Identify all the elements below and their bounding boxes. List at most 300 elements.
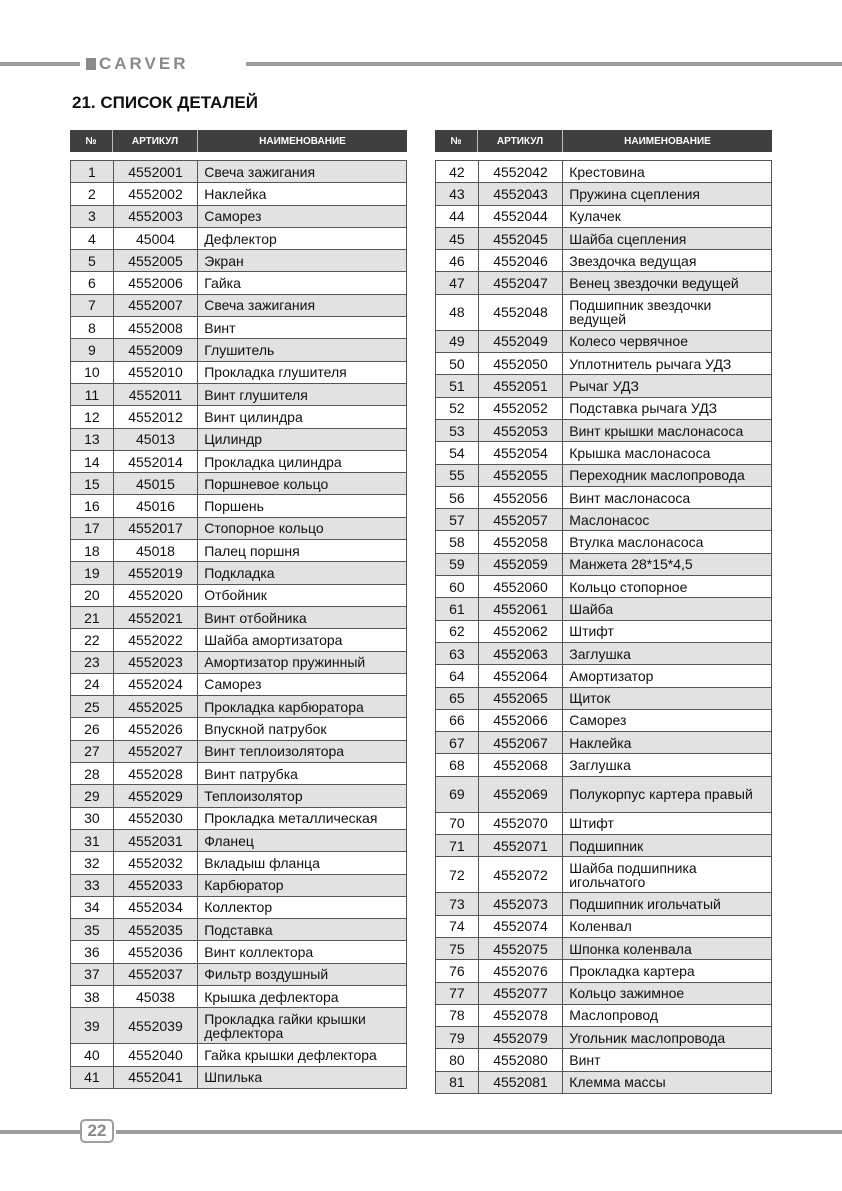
- cell-num: 5: [71, 250, 114, 271]
- cell-article: 4552073: [479, 893, 563, 914]
- cell-article: 4552058: [479, 531, 563, 552]
- cell-num: 47: [436, 272, 479, 293]
- cell-article: 4552012: [114, 406, 198, 427]
- cell-name: Шайба подшипника игольчатого: [569, 859, 697, 890]
- cell-num: 19: [71, 562, 114, 583]
- cell-num: 69: [436, 777, 479, 812]
- table-row: [436, 813, 771, 835]
- cell-name: Штифт: [569, 815, 614, 832]
- cell-num: 34: [71, 897, 114, 918]
- table-body: [435, 160, 772, 1094]
- table-row: [71, 629, 406, 651]
- cell-name: Полукорпус картера правый: [569, 786, 753, 803]
- cell-num: 3: [71, 206, 114, 227]
- cell-num: 81: [436, 1072, 479, 1093]
- table-row: [436, 375, 771, 397]
- cell-num: 29: [71, 785, 114, 806]
- cell-num: 20: [71, 585, 114, 606]
- cell-name: Амортизатор пружинный: [204, 654, 366, 671]
- cell-num: 44: [436, 206, 479, 227]
- cell-num: 63: [436, 643, 479, 664]
- cell-name: Подшипник звездочки ведущей: [569, 297, 712, 328]
- parts-table-right: [435, 130, 772, 1094]
- table-row: [71, 674, 406, 696]
- cell-article: 4552003: [114, 206, 198, 227]
- cell-num: 54: [436, 442, 479, 463]
- cell-num: 18: [71, 540, 114, 561]
- cell-article: 4552062: [479, 621, 563, 642]
- cell-name: Прокладка карбюратора: [204, 698, 364, 715]
- table-row: [71, 384, 406, 406]
- table-row: [436, 398, 771, 420]
- table-row: [436, 161, 771, 183]
- cell-article: 4552046: [479, 250, 563, 271]
- table-row: [436, 938, 771, 960]
- cell-article: 4552043: [479, 183, 563, 204]
- table-row: [436, 509, 771, 531]
- cell-name: Шайба амортизатора: [204, 631, 343, 648]
- cell-name: Щиток: [569, 690, 611, 707]
- cell-article: 4552022: [114, 629, 198, 650]
- cell-num: 4: [71, 228, 114, 249]
- table-row: [71, 295, 406, 317]
- cell-article: 4552017: [114, 518, 198, 539]
- table-row: [71, 696, 406, 718]
- cell-name: Винт маслонасоса: [569, 489, 691, 506]
- cell-name: Дефлектор: [204, 230, 277, 247]
- cell-article: 4552045: [479, 228, 563, 249]
- cell-article: 4552065: [479, 688, 563, 709]
- table-row: [436, 228, 771, 250]
- cell-name: Поршень: [204, 498, 264, 515]
- cell-name: Подставка: [204, 921, 273, 938]
- table-row: [436, 331, 771, 353]
- cell-name: Прокладка гайки крышки дефлектора: [204, 1010, 366, 1041]
- cell-article: 4552001: [114, 161, 198, 182]
- cell-name: Маслопровод: [569, 1007, 659, 1024]
- cell-name: Подшипник: [569, 837, 644, 854]
- table-row: [436, 621, 771, 643]
- cell-num: 38: [71, 986, 114, 1007]
- cell-article: 4552069: [479, 777, 563, 812]
- table-row: [71, 206, 406, 228]
- cell-article: 45015: [114, 473, 198, 494]
- cell-article: 4552023: [114, 652, 198, 673]
- cell-name: Теплоизолятор: [204, 787, 303, 804]
- cell-article: 4552050: [479, 353, 563, 374]
- table-row: [71, 741, 406, 763]
- cell-name: Рычаг УДЗ: [569, 378, 639, 395]
- cell-name: Коленвал: [569, 918, 632, 935]
- cell-name: Глушитель: [204, 342, 275, 359]
- table-row: [71, 250, 406, 272]
- cell-article: 4552074: [479, 916, 563, 937]
- table-row: [436, 916, 771, 938]
- table-header: [435, 130, 772, 152]
- table-row: [71, 919, 406, 941]
- cell-article: 4552033: [114, 875, 198, 896]
- cell-article: 4552027: [114, 741, 198, 762]
- cell-num: 37: [71, 964, 114, 985]
- cell-num: 79: [436, 1027, 479, 1048]
- cell-article: 4552049: [479, 331, 563, 352]
- cell-name: Шпонка коленвала: [569, 940, 692, 957]
- cell-num: 77: [436, 983, 479, 1004]
- cell-num: 21: [71, 607, 114, 628]
- cell-num: 51: [436, 375, 479, 396]
- cell-name: Саморез: [569, 712, 627, 729]
- cell-article: 4552010: [114, 362, 198, 383]
- cell-name: Цилиндр: [204, 431, 263, 448]
- cell-num: 33: [71, 875, 114, 896]
- cell-num: 61: [436, 598, 479, 619]
- cell-article: 4552020: [114, 585, 198, 606]
- cell-article: 4552037: [114, 964, 198, 985]
- cell-num: 70: [436, 813, 479, 834]
- table-row: [71, 652, 406, 674]
- cell-article: 4552036: [114, 941, 198, 962]
- cell-name: Амортизатор: [569, 667, 654, 684]
- cell-num: 8: [71, 317, 114, 338]
- parts-table-left: [70, 130, 407, 1089]
- table-row: [71, 495, 406, 517]
- col-header-num: №: [70, 130, 113, 152]
- cell-name: Свеча зажигания: [204, 163, 316, 180]
- cell-name: Манжета 28*15*4,5: [569, 556, 693, 573]
- cell-article: 4552078: [479, 1005, 563, 1026]
- cell-name: Экран: [204, 252, 244, 269]
- cell-num: 7: [71, 295, 114, 316]
- cell-num: 52: [436, 398, 479, 419]
- cell-num: 27: [71, 741, 114, 762]
- table-row: [436, 960, 771, 982]
- cell-num: 73: [436, 893, 479, 914]
- cell-num: 76: [436, 960, 479, 981]
- cell-name: Прокладка глушителя: [204, 364, 347, 381]
- cell-name: Шпилька: [204, 1069, 263, 1086]
- cell-name: Свеча зажигания: [204, 297, 316, 314]
- cell-name: Саморез: [204, 208, 262, 225]
- cell-num: 67: [436, 732, 479, 753]
- cell-num: 64: [436, 665, 479, 686]
- cell-name: Уплотнитель рычага УДЗ: [569, 355, 732, 372]
- cell-name: Фланец: [204, 832, 254, 849]
- table-row: [436, 754, 771, 776]
- table-row: [436, 688, 771, 710]
- col-header-name: НАИМЕНОВАНИЕ: [259, 135, 346, 147]
- cell-num: 71: [436, 835, 479, 856]
- cell-article: 4552005: [114, 250, 198, 271]
- table-row: [436, 1027, 771, 1049]
- cell-article: 4552039: [114, 1008, 198, 1043]
- cell-name: Шайба: [569, 600, 614, 617]
- table-row: [71, 718, 406, 740]
- table-row: [436, 295, 771, 331]
- cell-num: 55: [436, 465, 479, 486]
- table-row: [71, 852, 406, 874]
- table-row: [71, 941, 406, 963]
- cell-article: 4552081: [479, 1072, 563, 1093]
- table-row: [71, 607, 406, 629]
- cell-name: Кулачек: [569, 208, 621, 225]
- cell-name: Пружина сцепления: [569, 185, 700, 202]
- cell-num: 14: [71, 451, 114, 472]
- table-row: [71, 562, 406, 584]
- cell-num: 49: [436, 331, 479, 352]
- cell-name: Винт глушителя: [204, 386, 308, 403]
- cell-article: 4552079: [479, 1027, 563, 1048]
- cell-article: 4552011: [114, 384, 198, 405]
- cell-name: Переходник маслопровода: [569, 467, 745, 484]
- col-header-num: №: [435, 130, 478, 152]
- table-row: [436, 442, 771, 464]
- cell-name: Винт: [204, 319, 236, 336]
- table-row: [71, 897, 406, 919]
- cell-name: Отбойник: [204, 587, 267, 604]
- footer-rule-left: [0, 1130, 80, 1134]
- cell-name: Подшипник игольчатый: [569, 895, 721, 912]
- table-row: [436, 665, 771, 687]
- cell-name: Наклейка: [569, 734, 632, 751]
- table-row: [71, 585, 406, 607]
- cell-name: Звездочка ведущая: [569, 252, 697, 269]
- cell-name: Угольник маслопровода: [569, 1029, 726, 1046]
- table-row: [71, 518, 406, 540]
- cell-num: 74: [436, 916, 479, 937]
- cell-num: 42: [436, 161, 479, 182]
- cell-num: 31: [71, 830, 114, 851]
- cell-article: 4552067: [479, 732, 563, 753]
- cell-article: 4552063: [479, 643, 563, 664]
- cell-article: 4552076: [479, 960, 563, 981]
- header-rule-left: [0, 62, 80, 66]
- table-row: [71, 406, 406, 428]
- cell-name: Клемма массы: [569, 1074, 666, 1091]
- table-row: [71, 808, 406, 830]
- cell-name: Прокладка металлическая: [204, 810, 378, 827]
- cell-article: 45016: [114, 495, 198, 516]
- cell-article: 4552072: [479, 857, 563, 892]
- cell-num: 75: [436, 938, 479, 959]
- cell-article: 4552075: [479, 938, 563, 959]
- cell-num: 6: [71, 272, 114, 293]
- table-row: [436, 487, 771, 509]
- cell-article: 4552028: [114, 763, 198, 784]
- cell-name: Винт коллектора: [204, 944, 314, 961]
- cell-name: Стопорное кольцо: [204, 520, 324, 537]
- cell-name: Шайба сцепления: [569, 230, 687, 247]
- table-row: [71, 473, 406, 495]
- brand-logo: CARVER: [86, 54, 188, 74]
- page-title: 21. СПИСОК ДЕТАЛЕЙ: [72, 93, 258, 112]
- cell-name: Палец поршня: [204, 542, 300, 559]
- cell-article: 4552044: [479, 206, 563, 227]
- cell-name: Саморез: [204, 676, 262, 693]
- cell-name: Кольцо зажимное: [569, 985, 685, 1002]
- cell-num: 13: [71, 429, 114, 450]
- cell-article: 4552019: [114, 562, 198, 583]
- table-row: [436, 531, 771, 553]
- cell-article: 4552032: [114, 852, 198, 873]
- cell-name: Прокладка цилиндра: [204, 453, 342, 470]
- cell-num: 59: [436, 554, 479, 575]
- cell-name: Крышка маслонасоса: [569, 444, 711, 461]
- table-row: [436, 576, 771, 598]
- cell-num: 58: [436, 531, 479, 552]
- cell-name: Винт патрубка: [204, 765, 298, 782]
- cell-article: 4552077: [479, 983, 563, 1004]
- cell-num: 56: [436, 487, 479, 508]
- table-row: [436, 777, 771, 813]
- cell-article: 4552029: [114, 785, 198, 806]
- cell-article: 4552080: [479, 1049, 563, 1070]
- cell-name: Поршневое кольцо: [204, 475, 329, 492]
- table-row: [71, 1044, 406, 1066]
- cell-num: 22: [71, 629, 114, 650]
- table-row: [436, 1072, 771, 1094]
- cell-article: 4552048: [479, 295, 563, 330]
- cell-num: 9: [71, 339, 114, 360]
- cell-name: Заглушка: [569, 645, 631, 662]
- cell-article: 4552014: [114, 451, 198, 472]
- table-row: [436, 983, 771, 1005]
- col-header-article: АРТИКУЛ: [113, 130, 198, 152]
- table-row: [436, 857, 771, 893]
- cell-article: 4552035: [114, 919, 198, 940]
- cell-name: Заглушка: [569, 757, 631, 774]
- cell-name: Винт: [569, 1052, 601, 1069]
- cell-article: 4552056: [479, 487, 563, 508]
- cell-name: Фильтр воздушный: [204, 966, 329, 983]
- cell-num: 62: [436, 621, 479, 642]
- cell-article: 4552025: [114, 696, 198, 717]
- cell-article: 4552060: [479, 576, 563, 597]
- cell-article: 4552021: [114, 607, 198, 628]
- cell-num: 2: [71, 183, 114, 204]
- cell-num: 50: [436, 353, 479, 374]
- cell-article: 45038: [114, 986, 198, 1007]
- cell-article: 45004: [114, 228, 198, 249]
- col-header-name: НАИМЕНОВАНИЕ: [624, 135, 711, 147]
- cell-name: Крышка дефлектора: [204, 988, 339, 1005]
- cell-num: 23: [71, 652, 114, 673]
- cell-num: 16: [71, 495, 114, 516]
- table-row: [71, 272, 406, 294]
- table-row: [436, 250, 771, 272]
- table-row: [71, 763, 406, 785]
- table-row: [71, 964, 406, 986]
- cell-article: 4552009: [114, 339, 198, 360]
- cell-name: Карбюратор: [204, 877, 284, 894]
- cell-num: 12: [71, 406, 114, 427]
- table-row: [436, 643, 771, 665]
- cell-num: 40: [71, 1044, 114, 1065]
- cell-num: 24: [71, 674, 114, 695]
- cell-num: 32: [71, 852, 114, 873]
- table-row: [436, 272, 771, 294]
- table-row: [71, 830, 406, 852]
- cell-num: 45: [436, 228, 479, 249]
- table-row: [71, 183, 406, 205]
- cell-article: 4552034: [114, 897, 198, 918]
- cell-num: 46: [436, 250, 479, 271]
- cell-name: Коллектор: [204, 899, 273, 916]
- table-header: [70, 130, 407, 152]
- table-row: [436, 183, 771, 205]
- cell-num: 48: [436, 295, 479, 330]
- cell-num: 15: [71, 473, 114, 494]
- cell-article: 4552055: [479, 465, 563, 486]
- table-row: [71, 451, 406, 473]
- cell-num: 35: [71, 919, 114, 940]
- cell-num: 30: [71, 808, 114, 829]
- cell-name: Гайка: [204, 275, 241, 292]
- cell-article: 4552031: [114, 830, 198, 851]
- table-row: [71, 228, 406, 250]
- cell-article: 45018: [114, 540, 198, 561]
- cell-article: 4552042: [479, 161, 563, 182]
- table-row: [71, 339, 406, 361]
- cell-article: 4552071: [479, 835, 563, 856]
- table-row: [436, 420, 771, 442]
- cell-name: Винт отбойника: [204, 609, 307, 626]
- cell-name: Подкладка: [204, 564, 275, 581]
- cell-name: Винт теплоизолятора: [204, 743, 345, 760]
- cell-num: 68: [436, 754, 479, 775]
- table-row: [436, 893, 771, 915]
- cell-num: 66: [436, 710, 479, 731]
- cell-article: 4552007: [114, 295, 198, 316]
- cell-name: Подставка рычага УДЗ: [569, 400, 718, 417]
- cell-num: 80: [436, 1049, 479, 1070]
- cell-article: 4552024: [114, 674, 198, 695]
- cell-num: 78: [436, 1005, 479, 1026]
- table-row: [71, 986, 406, 1008]
- cell-article: 4552057: [479, 509, 563, 530]
- cell-num: 10: [71, 362, 114, 383]
- table-row: [436, 710, 771, 732]
- cell-num: 60: [436, 576, 479, 597]
- table-row: [436, 554, 771, 576]
- cell-article: 4552026: [114, 718, 198, 739]
- cell-num: 41: [71, 1067, 114, 1088]
- cell-article: 4552041: [114, 1067, 198, 1088]
- cell-article: 4552002: [114, 183, 198, 204]
- col-header-article: АРТИКУЛ: [478, 130, 563, 152]
- table-row: [71, 785, 406, 807]
- cell-article: 45013: [114, 429, 198, 450]
- cell-name: Вкладыш фланца: [204, 854, 320, 871]
- cell-num: 65: [436, 688, 479, 709]
- cell-article: 4552053: [479, 420, 563, 441]
- cell-article: 4552061: [479, 598, 563, 619]
- table-row: [436, 206, 771, 228]
- cell-name: Крестовина: [569, 163, 645, 180]
- cell-name: Наклейка: [204, 185, 267, 202]
- cell-article: 4552064: [479, 665, 563, 686]
- cell-num: 25: [71, 696, 114, 717]
- cell-article: 4552070: [479, 813, 563, 834]
- table-row: [436, 732, 771, 754]
- cell-article: 4552006: [114, 272, 198, 293]
- table-row: [71, 429, 406, 451]
- cell-name: Впускной патрубок: [204, 721, 327, 738]
- table-row: [436, 1005, 771, 1027]
- cell-article: 4552051: [479, 375, 563, 396]
- cell-num: 17: [71, 518, 114, 539]
- table-row: [71, 1067, 406, 1089]
- cell-name: Винт крышки маслонасоса: [569, 422, 744, 439]
